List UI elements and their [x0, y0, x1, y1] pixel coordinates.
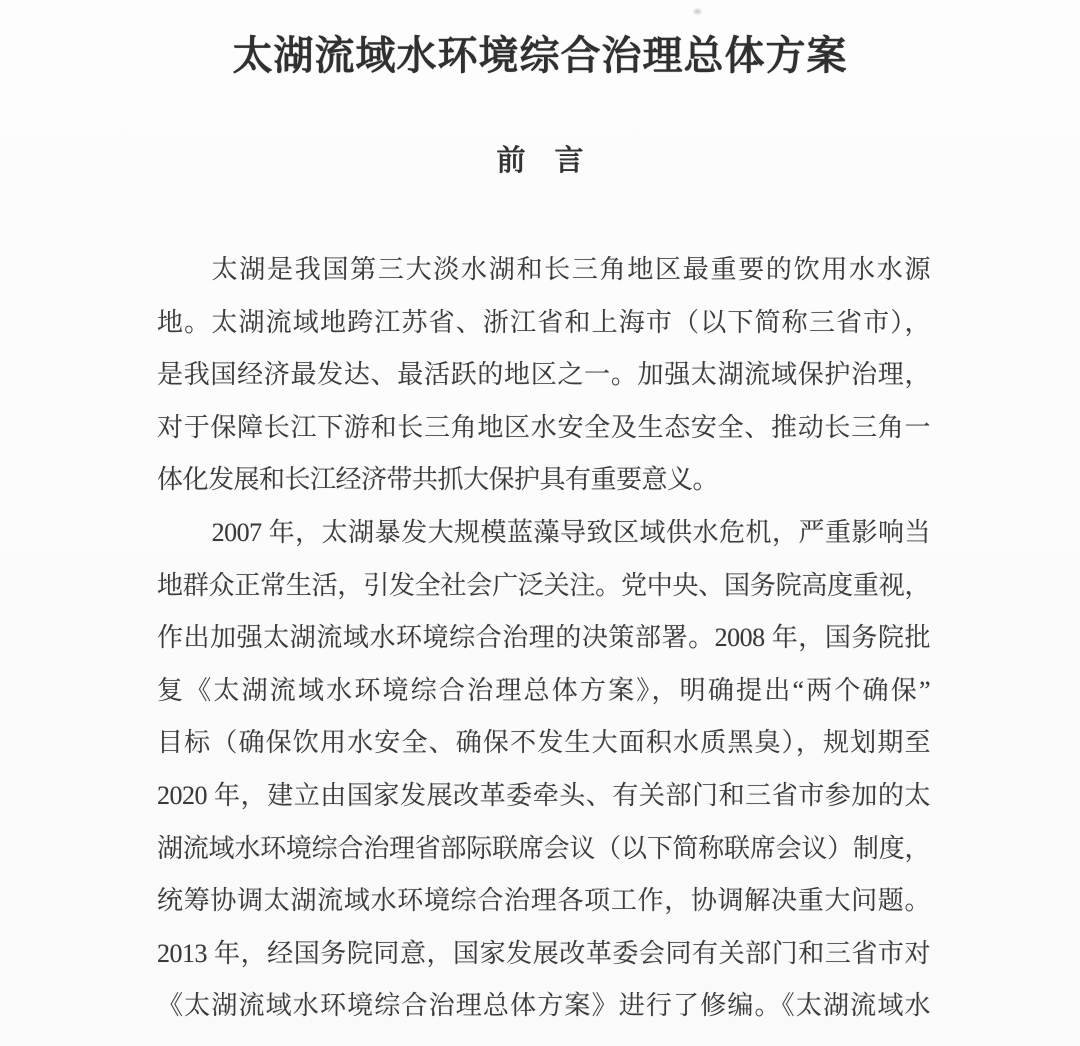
text-line: 《太湖流域水环境综合治理总体方案》进行了修编。《太湖流域水: [157, 991, 930, 1021]
text-line: 地。太湖流域地跨江苏省、浙江省和上海市（以下简称三省市），: [157, 307, 930, 337]
text-line: 太湖是我国第三大淡水湖和长三角地区最重要的饮用水水源: [211, 255, 930, 284]
text-line: 湖流域水环境综合治理省部际联席会议（以下简称联席会议）制度，: [157, 833, 930, 863]
text-line: 复《太湖流域水环境综合治理总体方案》，明确提出“两个确保”: [157, 675, 930, 705]
text-line: 对于保障长江下游和长三角地区水安全及生态安全、推动长三角一: [157, 412, 930, 442]
text-line: 2007 年，太湖暴发大规模蓝藻导致区域供水危机，严重影响当: [211, 517, 930, 547]
text-line: 地群众正常生活，引发全社会广泛关注。党中央、国务院高度重视，: [157, 570, 930, 600]
text-line: 2013 年，经国务院同意，国家发展改革委会同有关部门和三省市对: [157, 938, 930, 968]
text-line: 统筹协调太湖流域水环境综合治理各项工作，协调解决重大问题。: [157, 886, 930, 916]
document-title: 太湖流域水环境综合治理总体方案: [232, 33, 848, 78]
text-line: 作出加强太湖流域水环境综合治理的决策部署。2008 年，国务院批: [157, 623, 930, 653]
text-line: 体化发展和长江经济带共抓大保护具有重要意义。: [157, 465, 719, 495]
text-line: 2020 年，建立由国家发展改革委牵头、有关部门和三省市参加的太: [157, 780, 930, 810]
text-line: 目标（确保饮用水安全、确保不发生大面积水质黑臭），规划期至: [157, 728, 930, 758]
scan-artifact: [694, 9, 701, 14]
preface-body: [157, 244, 930, 1033]
text-line: 是我国经济最发达、最活跃的地区之一。加强太湖流域保护治理，: [157, 360, 930, 390]
preface-heading: 前 言: [496, 145, 584, 177]
